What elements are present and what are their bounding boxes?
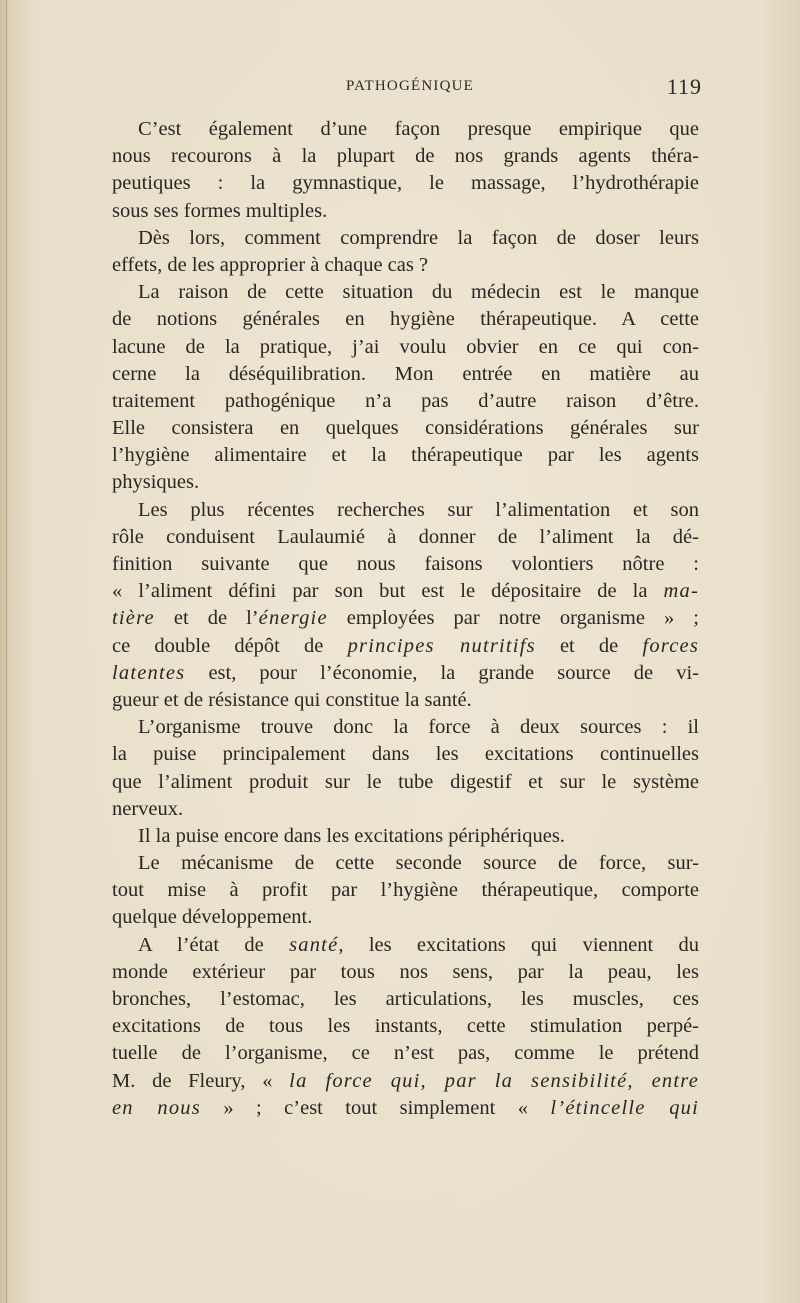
text-line (112, 605, 699, 632)
text-line: La raison de cette situation du médecin est le manque (138, 281, 699, 304)
text-line: monde extérieur par tous nos sens, par la peau, les (112, 960, 699, 983)
text-line: nerveux. (112, 797, 184, 820)
italic-run: l’étincelle qui (550, 1096, 699, 1119)
page-gutter-edge (6, 0, 7, 1303)
text-line: excitations de tous les instants, cette stimulation perpé- (112, 1015, 699, 1038)
text-line: C’est également d’une façon presque empirique que (138, 118, 699, 140)
text-line: Les plus récentes recherches sur l’alimentation et son (138, 498, 699, 521)
text-run: ce double dépôt de (112, 634, 348, 657)
text-line: que l’aliment produit sur le tube digestif et sur le système (112, 770, 699, 793)
text-line (112, 932, 699, 959)
text-line: quelque développement. (112, 906, 313, 929)
italic-run: la force qui, par la sensibilité, entre (289, 1069, 699, 1092)
page-header (112, 74, 708, 104)
text-run: A l’état de (138, 933, 290, 956)
running-title: PATHOGÉNIQUE (345, 78, 474, 94)
text-line: nous recourons à la plupart de nos grands agents théra- (112, 145, 699, 168)
text-line (112, 578, 699, 605)
text-run: est, pour l’économie, la grande source de vi- (185, 661, 699, 684)
text-run: employées par notre organisme » ; (327, 607, 699, 630)
text-line (112, 1068, 699, 1095)
text-run: M. de Fleury, « (112, 1069, 290, 1092)
text-line: gueur et de résistance qui constitue la santé. (112, 688, 472, 711)
text-line: Elle consistera en quelques considérations générales sur (112, 417, 699, 440)
italic-run: énergie (258, 607, 328, 630)
italic-run: principes nutritifs (347, 634, 536, 657)
text-line: sous ses formes multiples. (112, 199, 328, 222)
italic-run: santé (289, 933, 339, 956)
text-line: la puise principalement dans les excitations continuelles (112, 743, 699, 766)
text-run: , les excitations qui viennent du (338, 933, 699, 956)
text-line: traitement pathogénique n’a pas d’autre raison d’être. (112, 389, 699, 412)
italic-run: latentes (112, 661, 186, 684)
text-run: » ; c’est tout simplement « (200, 1096, 551, 1119)
italic-run: tière (112, 607, 155, 630)
body-text (112, 116, 699, 1122)
text-line: tout mise à profit par l’hygiène thérapeutique, comporte (112, 879, 699, 902)
text-run: et de l’ (154, 607, 259, 630)
text-line: Le mécanisme de cette seconde source de force, sur- (138, 852, 699, 875)
italic-run: en nous (112, 1096, 201, 1119)
text-line: L’organisme trouve donc la force à deux sources : il (138, 716, 699, 739)
text-line: de notions générales en hygiène thérapeutique. A cette (112, 308, 699, 331)
text-line (112, 660, 699, 687)
page-number: 119 (666, 74, 702, 99)
text-line: l’hygiène alimentaire et la thérapeutique par les agents (112, 444, 699, 467)
text-line: bronches, l’estomac, les articulations, les muscles, ces (112, 988, 699, 1010)
text-line: Dès lors, comment comprendre la façon de doser leurs (138, 226, 699, 249)
text-line: finition suivante que nous faisons volontiers nôtre : (112, 553, 699, 575)
text-run: « l’aliment défini par son but est le dépositaire de la (112, 580, 664, 603)
text-line: tuelle de l’organisme, ce n’est pas, comme le prétend (112, 1042, 699, 1065)
italic-run: ma- (663, 580, 699, 603)
text-line: lacune de la pratique, j’ai voulu obvier en ce qui con- (112, 335, 699, 358)
text-line: cerne la déséquilibration. Mon entrée en matière au (112, 362, 699, 385)
text-line (112, 1095, 699, 1122)
text-line (112, 633, 699, 660)
text-line: Il la puise encore dans les excitations périphériques. (138, 824, 565, 847)
text-line: rôle conduisent Laulaumié à donner de l’aliment la dé- (112, 525, 699, 548)
text-run: et de (535, 634, 643, 657)
text-line: effets, de les approprier à chaque cas ? (112, 253, 429, 276)
text-line: peutiques : la gymnastique, le massage, l’hydrothérapie (112, 172, 699, 195)
italic-run: forces (642, 634, 699, 657)
text-line: physiques. (112, 471, 200, 494)
